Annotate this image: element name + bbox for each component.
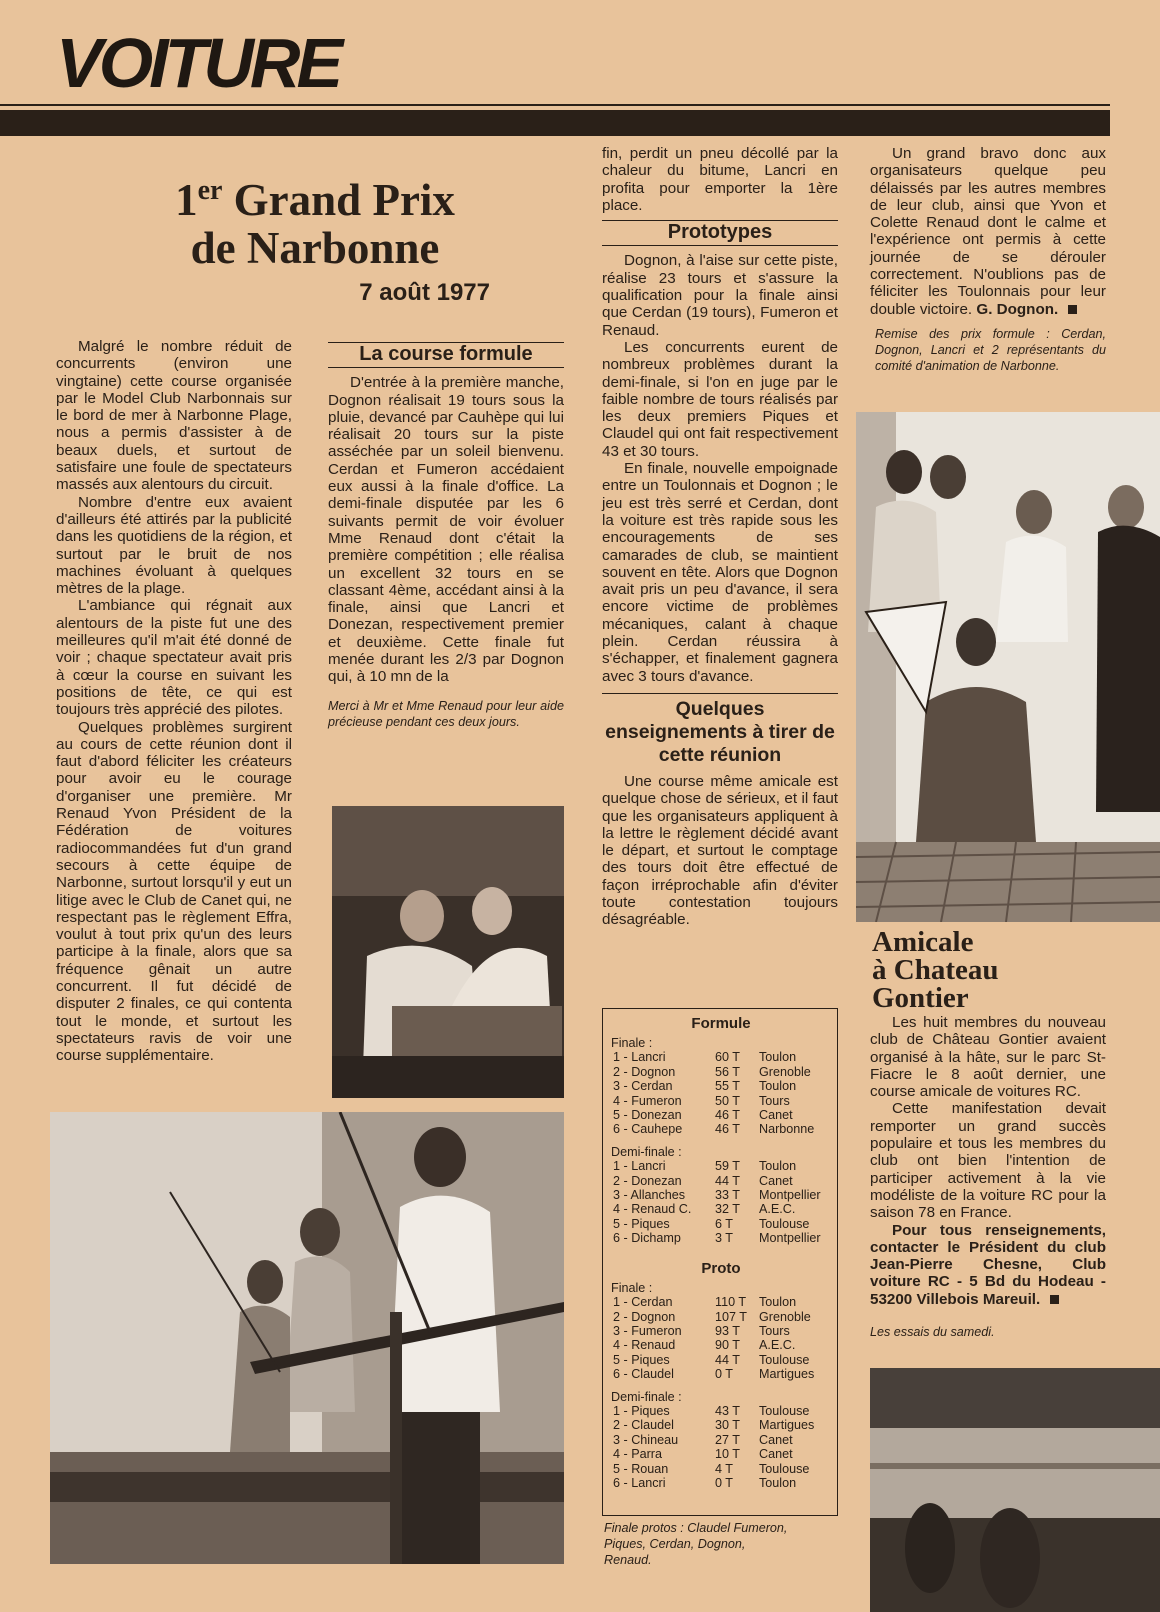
club: Canet <box>759 1108 793 1123</box>
column-4 <box>870 145 1106 374</box>
laps: 110 T <box>715 1295 747 1310</box>
column-2 <box>328 336 564 730</box>
results-row <box>611 1108 829 1122</box>
driver-name: 4 - Fumeron <box>613 1093 682 1108</box>
driver-name: 3 - Cerdan <box>613 1079 673 1094</box>
laps: 0 T <box>715 1475 733 1490</box>
results-row <box>611 1050 829 1064</box>
club: Toulon <box>759 1079 797 1094</box>
club: Tours <box>759 1093 790 1108</box>
photo-caption-prize: Remise des prix formule : Cerdan, Dognon, Lancri et 2 représentants du comité d'animation de Narbonne. <box>875 326 1106 373</box>
driver-name: 5 - Piques <box>613 1216 670 1231</box>
driver-name: 3 - Allanches <box>613 1188 686 1203</box>
results-row <box>611 1202 829 1216</box>
photo-caption-essais: Les essais du samedi. <box>870 1325 995 1340</box>
club: Montpellier <box>759 1231 821 1246</box>
driver-name: 1 - Cerdan <box>613 1295 673 1310</box>
results-row <box>611 1476 829 1490</box>
paragraph: fin, perdit un pneu décollé par la chaleur du bitume, Lancri en profita pour emporter la 1ère place. <box>602 145 838 214</box>
club: Toulouse <box>759 1403 810 1418</box>
driver-name: 4 - Renaud <box>613 1338 676 1353</box>
driver-name: 5 - Rouan <box>613 1461 669 1476</box>
club: Martigues <box>759 1418 815 1433</box>
paragraph: Quelques problèmes surgirent au cours de cette réunion dont il faut d'abord féliciter les créateurs pour avoir eu le courage d'organiser une première. Mr Renaud Yvon Président de la Fédération de voitures radiocommandées fut d'un grand secours à cette équipe de Narbonne, surtout lorsqu'il y eut un litige avec le Club de Canet qui, ne respectant pas le règlement Effra, voulut à tout prix qu'un des leurs participe à la finale, alors que sa fréquence gênait un autre concurrent. Il fut décidé de disputer 2 finales, ce qui contenta tout le monde, et surtout les spectateurs ravis de voir une course supplémentaire. <box>56 718 292 1065</box>
club: Tours <box>759 1323 790 1338</box>
laps: 4 T <box>715 1461 733 1476</box>
club: Toulon <box>759 1475 797 1490</box>
club: Toulouse <box>759 1216 810 1231</box>
club: Canet <box>759 1447 793 1462</box>
results-row <box>611 1404 829 1418</box>
photo-caption: Merci à Mr et Mme Renaud pour leur aide précieuse pendant ces deux jours. <box>328 698 564 729</box>
results-formule-finale-label: Finale : <box>611 1036 653 1050</box>
driver-name: 1 - Piques <box>613 1403 670 1418</box>
laps: 90 T <box>715 1338 740 1353</box>
driver-name: 2 - Dognon <box>613 1064 676 1079</box>
amicale-title-block <box>872 928 1132 1012</box>
results-row <box>611 1338 829 1352</box>
laps: 33 T <box>715 1188 740 1203</box>
article-title <box>110 168 520 307</box>
laps: 44 T <box>715 1173 740 1188</box>
photo-prize-giving <box>856 412 1160 922</box>
results-row <box>611 1122 829 1136</box>
club: Toulouse <box>759 1461 810 1476</box>
title-line-2: de Narbonne <box>190 223 440 273</box>
laps: 50 T <box>715 1093 740 1108</box>
results-row <box>611 1418 829 1432</box>
section-heading-prototypes: Prototypes <box>602 220 838 246</box>
club: Montpellier <box>759 1188 821 1203</box>
paragraph: En finale, nouvelle empoignade entre un Toulonnais et Dognon ; le jeu est très serré et Cerdan, dont la voiture est très rapide sous les encouragements de ses camarades de club, se maintient souvent en tête. Alors que Dognon avait pris un peu d'avance, il sera encore victime de problèmes mécaniques, calant à chaque plein. Cerdan réussira à s'échapper, et finalement gagnera avec 3 tours d'avance. <box>602 460 838 685</box>
results-row <box>611 1174 829 1188</box>
results-proto-title: Proto <box>701 1259 741 1277</box>
club: Canet <box>759 1173 793 1188</box>
club: Toulon <box>759 1295 797 1310</box>
amicale-column <box>870 1014 1106 1340</box>
results-row <box>611 1367 829 1381</box>
driver-name: 1 - Lancri <box>613 1159 666 1174</box>
paragraph: Cette manifestation devait remporter un grand succès populaire et tous les membres du club ont bien l'intention de participer activement à la vie modéliste de la voiture RC pour la saison 78 en France. <box>870 1100 1106 1222</box>
club: Toulon <box>759 1050 797 1065</box>
paragraph: L'ambiance qui régnait aux alentours de la piste fut une des meilleures qu'il m'ait été donné de voir ; chaque spectateur avait pris à cœur la course en suivant les positions de tête, ce qui est toujours très apprécié des pilotes. <box>56 597 292 719</box>
driver-name: 3 - Fumeron <box>613 1323 682 1338</box>
laps: 10 T <box>715 1447 740 1462</box>
driver-name: 4 - Parra <box>613 1447 662 1462</box>
laps: 43 T <box>715 1403 740 1418</box>
laps: 0 T <box>715 1367 733 1382</box>
photo-renaud-couple <box>332 806 564 1098</box>
club: Grenoble <box>759 1309 811 1324</box>
results-proto-demi-label: Demi-finale : <box>611 1389 682 1404</box>
paragraph: Malgré le nombre réduit de concurrents (environ une vingtaine) cette course organisée par le Model Club Narbonnais sur le bord de mer à Narbonne Plage, nous a permis d'assister à de beaux duels, et surtout de satisfaire une foule de spectateurs massés aux alentours du circuit. <box>56 338 292 494</box>
end-mark-icon <box>1068 305 1077 314</box>
results-row <box>611 1231 829 1245</box>
paragraph: Les huit membres du nouveau club de Château Gontier avaient organisé à la hâte, sur le parc St-Fiacre le 8 août dernier, une course amicale de voitures RC. <box>870 1014 1106 1101</box>
laps: 27 T <box>715 1432 740 1447</box>
results-row <box>611 1188 829 1202</box>
author-signature: G. Dognon. <box>976 300 1059 318</box>
results-row <box>611 1079 829 1093</box>
driver-name: 2 - Claudel <box>613 1418 674 1433</box>
laps: 6 T <box>715 1216 733 1231</box>
results-row <box>611 1324 829 1338</box>
results-row <box>611 1094 829 1108</box>
results-formule-demi <box>611 1159 829 1245</box>
photo-saturday-trials <box>870 1368 1160 1612</box>
section-header: VOITURE <box>56 24 340 102</box>
driver-name: 5 - Donezan <box>613 1108 682 1123</box>
photo-drivers-stand <box>50 1112 564 1564</box>
driver-name: 3 - Chineau <box>613 1432 679 1447</box>
title-line-1: 1er Grand Prix <box>175 175 455 225</box>
laps: 55 T <box>715 1079 740 1094</box>
end-mark-icon <box>1050 1295 1059 1304</box>
results-proto-demi <box>611 1404 829 1490</box>
club: A.E.C. <box>759 1338 796 1353</box>
results-row <box>611 1159 829 1173</box>
results-row <box>611 1065 829 1079</box>
results-proto-finale-label: Finale : <box>611 1280 653 1295</box>
header-rule-thin <box>0 104 1110 106</box>
club: Toulouse <box>759 1352 810 1367</box>
paragraph: Pour tous renseignements, contacter le Président du club Jean-Pierre Chesne, Club voiture RC - 5 Bd du Hodeau - 53200 Villebois Mareuil. <box>870 1221 1106 1308</box>
paragraph: Les concurrents eurent de nombreux problèmes durant la demi-finale, si l'on en juge par le faible nombre de tours réalisés par les deux premiers Piques et Claudel qui ont fait respectivement 43 et 30 tours. <box>602 338 838 460</box>
driver-name: 2 - Donezan <box>613 1173 682 1188</box>
paragraph: Dognon, à l'aise sur cette piste, réalise 23 tours et s'assure la qualification pour la finale ainsi que Cerdan (19 tours), Fumeron et Renaud. <box>602 252 838 339</box>
paragraph: Une course même amicale est quelque chose de sérieux, et il faut que les organisateurs appliquent à la lettre le règlement décidé avant le départ, et surtout le comptage des tours doit être effectué de façon irréprochable afin d'éviter toute contestation toujours désagréable. <box>602 772 838 929</box>
photo-caption-protos: Finale protos : Claudel Fumeron, Piques, Cerdan, Dognon, Renaud. <box>604 1521 788 1567</box>
results-formule-demi-label: Demi-finale : <box>611 1144 682 1159</box>
section-heading-lessons: Quelques enseignements à tirer de cette réunion <box>602 693 838 767</box>
results-box <box>602 1008 838 1516</box>
article-date: 7 août 1977 <box>359 279 490 306</box>
results-row <box>611 1353 829 1367</box>
club: Canet <box>759 1432 793 1447</box>
laps: 3 T <box>715 1231 733 1246</box>
driver-name: 6 - Dichamp <box>613 1231 681 1246</box>
laps: 56 T <box>715 1064 740 1079</box>
paragraph: Un grand bravo donc aux organisateurs quelque peu délaissés par les autres membres de leur club, ainsi que Yvon et Colette Renaud dont le calme et l'expérience ont permis à cette journée de se dérouler correctement. N'oublions pas de féliciter les Toulonnais pour leur double victoire. G. Dognon. <box>870 145 1106 318</box>
club: Narbonne <box>759 1122 815 1137</box>
header-rule-thick <box>0 110 1110 136</box>
laps: 93 T <box>715 1323 740 1338</box>
laps: 107 T <box>715 1309 747 1324</box>
column-1 <box>56 338 292 1064</box>
laps: 44 T <box>715 1352 740 1367</box>
laps: 60 T <box>715 1050 740 1065</box>
results-row <box>611 1462 829 1476</box>
driver-name: 6 - Claudel <box>613 1367 674 1382</box>
paragraph: D'entrée à la première manche, Dognon réalisait 19 tours sous la pluie, devancé par Cauhèpe qui lui réalisait 20 tours sur la piste asséchée par un soleil bienvenu. Cerdan et Fumeron accédaient eux aussi à la finale d'office. La demi-finale disputée par les 6 suivants permit de voir évoluer Mme Renaud dont c'était la première compétition ; elle réalisa un excellent 32 tours en se classant 4ème, accédant ainsi à la finale, ainsi que Lancri et Donezan, respectivement premier et deuxième. Cette finale fut menée durant les 2/3 par Dognon qui, à 10 mn de la <box>328 374 564 686</box>
results-row <box>611 1310 829 1324</box>
results-formule-finale <box>611 1050 829 1136</box>
driver-name: 6 - Lancri <box>613 1475 666 1490</box>
amicale-title: Amicale à Chateau Gontier <box>872 926 999 1014</box>
results-row <box>611 1433 829 1447</box>
laps: 46 T <box>715 1108 740 1123</box>
results-row <box>611 1295 829 1309</box>
club: A.E.C. <box>759 1202 796 1217</box>
driver-name: 5 - Piques <box>613 1352 670 1367</box>
results-proto-finale <box>611 1295 829 1381</box>
driver-name: 6 - Cauhepe <box>613 1122 683 1137</box>
results-formule-title: Formule <box>691 1015 751 1032</box>
club: Grenoble <box>759 1064 811 1079</box>
results-row <box>611 1447 829 1461</box>
club: Toulon <box>759 1159 797 1174</box>
laps: 59 T <box>715 1159 740 1174</box>
laps: 32 T <box>715 1202 740 1217</box>
laps: 46 T <box>715 1122 740 1137</box>
column-3 <box>602 145 838 929</box>
results-row <box>611 1217 829 1231</box>
laps: 30 T <box>715 1418 740 1433</box>
driver-name: 1 - Lancri <box>613 1050 666 1065</box>
club: Martigues <box>759 1367 815 1382</box>
paragraph: Nombre d'entre eux avaient d'ailleurs été attirés par la publicité dans les quotidiens de la région, et surtout par le bruit de nos machines évoluant à quelques mètres de la plage. <box>56 493 292 598</box>
driver-name: 2 - Dognon <box>613 1309 676 1324</box>
driver-name: 4 - Renaud C. <box>613 1202 692 1217</box>
section-heading-formule: La course formule <box>328 342 564 368</box>
